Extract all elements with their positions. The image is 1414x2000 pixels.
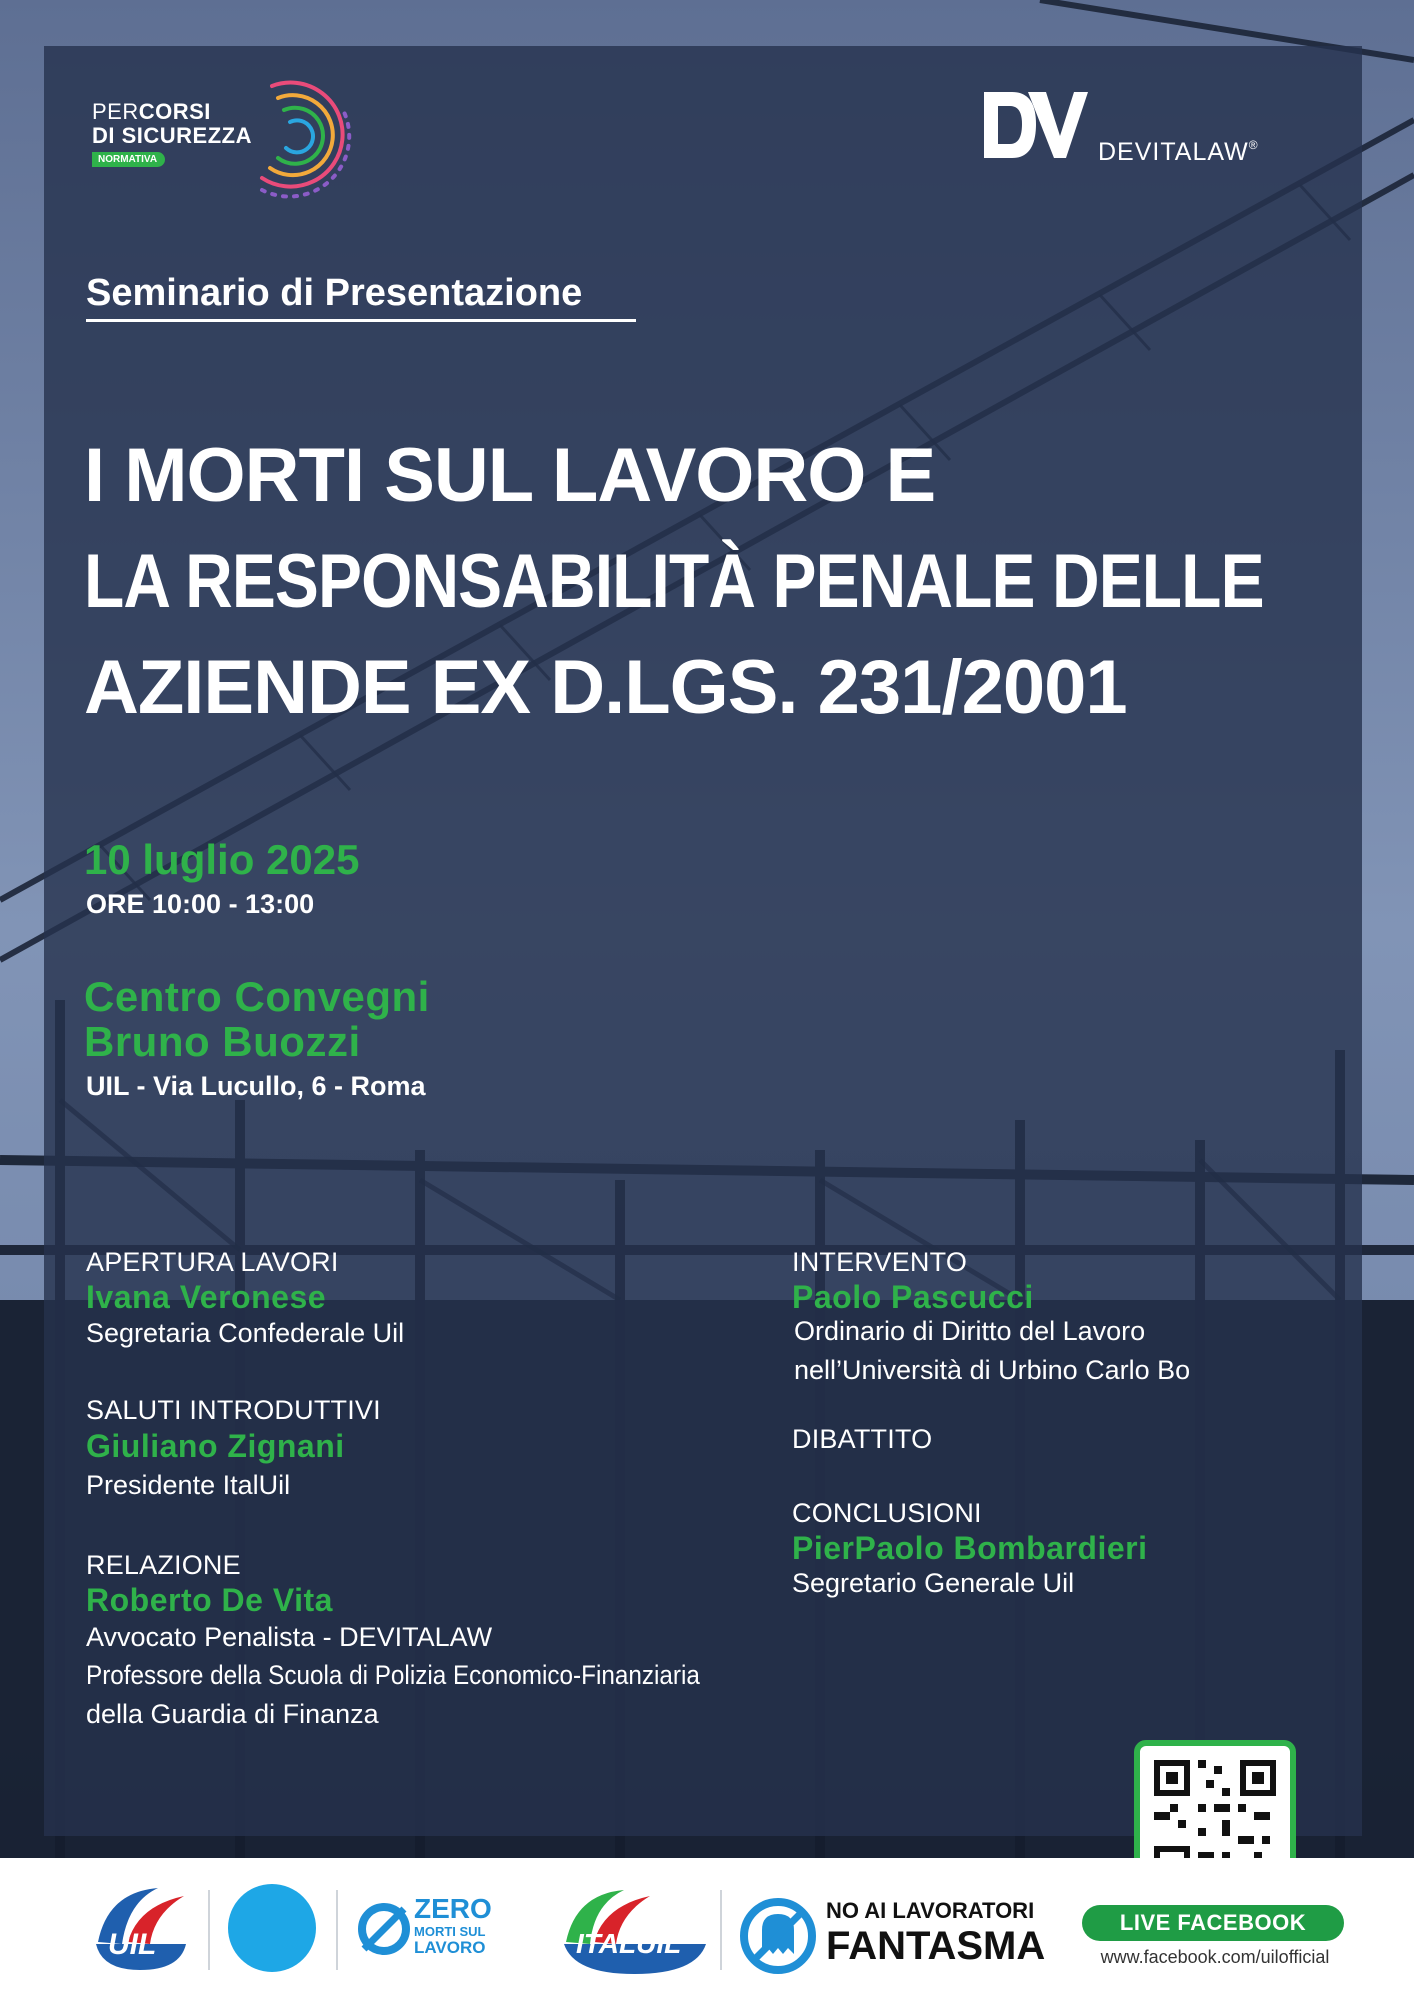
program-role: RELAZIONE <box>86 1550 241 1580</box>
zero-circle-icon <box>356 1901 412 1957</box>
facebook-url-link[interactable]: www.facebook.com/uilofficial <box>1100 1947 1330 1967</box>
logo-line-1 <box>92 100 211 124</box>
title-line-1: I MORTI SUL LAVORO E <box>84 433 936 518</box>
zero-label: ZERO <box>414 1893 492 1924</box>
speaker-name: Ivana Veronese <box>86 1279 327 1315</box>
speaker-description: Segretario Generale Uil <box>792 1568 1075 1598</box>
speaker-description: Avvocato Penalista - DEVITALAW <box>86 1622 493 1652</box>
speaker-name: Giuliano Zignani <box>86 1428 345 1464</box>
seminar-label: Seminario di Presentazione <box>86 272 583 314</box>
zero-label-line2: MORTI SUL <box>414 1924 486 1939</box>
percorsi-di-sicurezza-logo <box>92 68 352 208</box>
event-time: ORE 10:00 - 13:00 <box>86 889 315 919</box>
title-line-3: AZIENDE EX D.LGS. 231/2001 <box>84 645 1127 730</box>
footer-separator <box>720 1890 722 1970</box>
uil-wordmark: UIL <box>108 1928 157 1961</box>
registered-mark: ® <box>1248 138 1259 152</box>
no-ai-lavoratori-fantasma-logo <box>738 1884 1046 1980</box>
title-line-2: LA RESPONSABILITÀ PENALE DELLE <box>84 539 1264 624</box>
zero-morti-sul-lavoro-logo <box>356 1895 506 1965</box>
speaker-name: Roberto De Vita <box>86 1582 333 1618</box>
venue-name-line-2: Bruno Buozzi <box>84 1018 361 1065</box>
devitalaw-wordmark <box>1098 138 1259 167</box>
dv-monogram-icon <box>984 88 1088 164</box>
fantasma-label-line1: NO AI LAVORATORI <box>826 1898 1035 1923</box>
uil-logo <box>88 1882 192 1976</box>
italuil-logo <box>560 1884 708 1976</box>
devitalaw-logo <box>984 88 1284 178</box>
ghost-icon <box>738 1896 818 1976</box>
circular-rings-icon <box>242 68 354 200</box>
footer-separator <box>336 1890 338 1970</box>
seminar-underline <box>86 319 636 322</box>
italuil-wordmark: ITALUIL <box>576 1928 682 1959</box>
speaker-description: nell’Università di Urbino Carlo Bo <box>794 1355 1191 1385</box>
venue-address: UIL - Via Lucullo, 6 - Roma <box>86 1071 426 1101</box>
zero-label-line3: LAVORO <box>414 1938 486 1957</box>
footer-separator <box>208 1890 210 1970</box>
program-role: CONCLUSIONI <box>792 1498 982 1528</box>
speaker-description: Presidente ItalUil <box>86 1470 291 1500</box>
logo-per: PER <box>92 99 139 124</box>
live-facebook-button[interactable]: LIVE FACEBOOK <box>1082 1905 1344 1941</box>
program-role: SALUTI INTRODUTTIVI <box>86 1395 381 1425</box>
speaker-description: Professore della Scuola di Polizia Economico-Finanziaria <box>86 1660 700 1690</box>
logo-badge: NORMATIVA <box>92 152 165 167</box>
devitalaw-name: DEVITALAW <box>1098 138 1249 166</box>
venue-name-line-1: Centro Convegni <box>84 973 430 1020</box>
program-role: APERTURA LAVORI <box>86 1247 339 1277</box>
speaker-name: Paolo Pascucci <box>792 1279 1034 1315</box>
logo-line-2: DI SICUREZZA <box>92 123 252 148</box>
speaker-description: della Guardia di Finanza <box>86 1699 379 1729</box>
program-role: DIBATTITO <box>792 1424 933 1454</box>
blue-circle-logo <box>228 1884 316 1972</box>
speaker-description: Segretaria Confederale Uil <box>86 1318 405 1348</box>
program-role: INTERVENTO <box>792 1247 968 1277</box>
fantasma-label-line2: FANTASMA <box>826 1924 1046 1968</box>
event-date: 10 luglio 2025 <box>84 836 360 883</box>
speaker-description: Ordinario di Diritto del Lavoro <box>794 1316 1146 1346</box>
logo-corsi: CORSI <box>138 99 211 124</box>
speaker-name: PierPaolo Bombardieri <box>792 1530 1148 1566</box>
